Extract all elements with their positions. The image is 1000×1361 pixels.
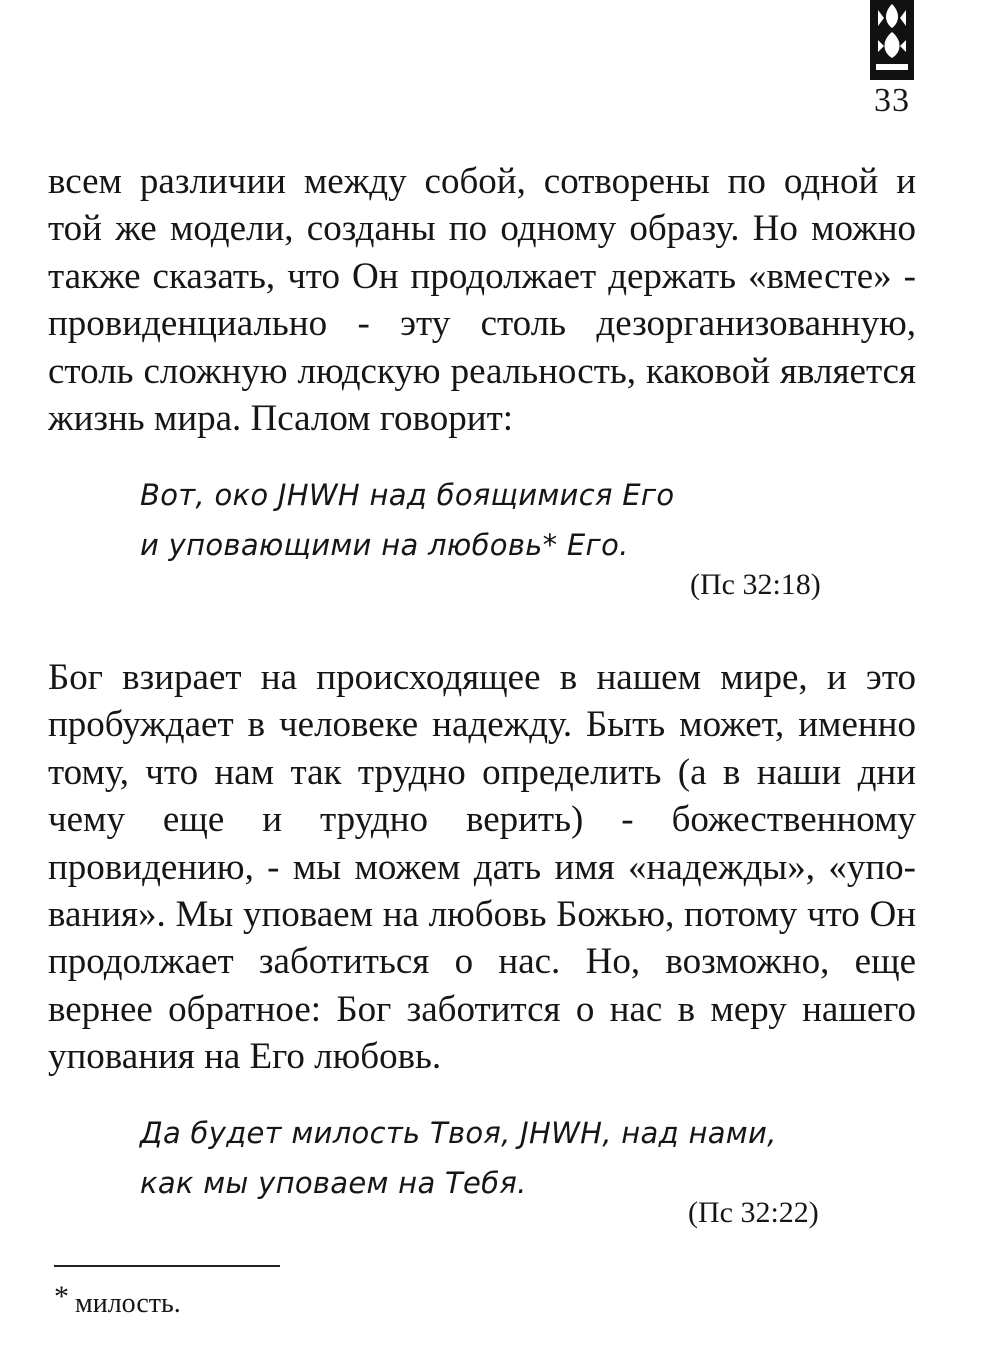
- body-paragraph-1: всем различии между собой, сотворены по одной и той же модели, созданы по одному образу. Но можно также сказать, что Он продолжает держать «вместе» - провиденциально - эту столь дезорганизованную, столь сложную людскую реальность, каковой является жизнь мира. Псалом говорит:: [48, 161, 916, 440]
- footnote-text: милость.: [75, 1288, 181, 1319]
- body-paragraph-2: Бог взирает на происходящее в нашем мире, и это пробуждает в человеке надежду. Быть может, именно тому, что нам так трудно определить (а в наши дни чему еще и трудно верить) - божественному провидению, - мы можем дать имя «надежды», «упования». Мы уповаем на любовь Божью, потому что Он продолжает заботиться о нас. Но, возможно, еще вернее обратное: Бог заботится о нас в меру нашего упования на Его любовь.: [48, 657, 916, 1078]
- psalm-reference-2: (Пс 32:22): [688, 1196, 819, 1229]
- quote-line: Вот, око JHWH над боящимися Его: [140, 478, 675, 512]
- psalm-reference-1: (Пс 32:18): [690, 568, 821, 601]
- footnote-divider: [54, 1265, 280, 1267]
- quote-line: и уповающими на любовь* Его.: [140, 528, 629, 562]
- vertical-ornament-icon: [870, 0, 914, 80]
- footnote: [54, 1280, 181, 1320]
- psalm-quote-2: [140, 1108, 900, 1208]
- page-number: 33: [874, 82, 910, 119]
- quote-line: как мы уповаем на Тебя.: [140, 1166, 527, 1200]
- psalm-quote-1: [140, 470, 900, 570]
- quote-line: Да будет милость Твоя, JHWH, над нами,: [140, 1116, 777, 1150]
- footnote-marker: *: [54, 1280, 69, 1313]
